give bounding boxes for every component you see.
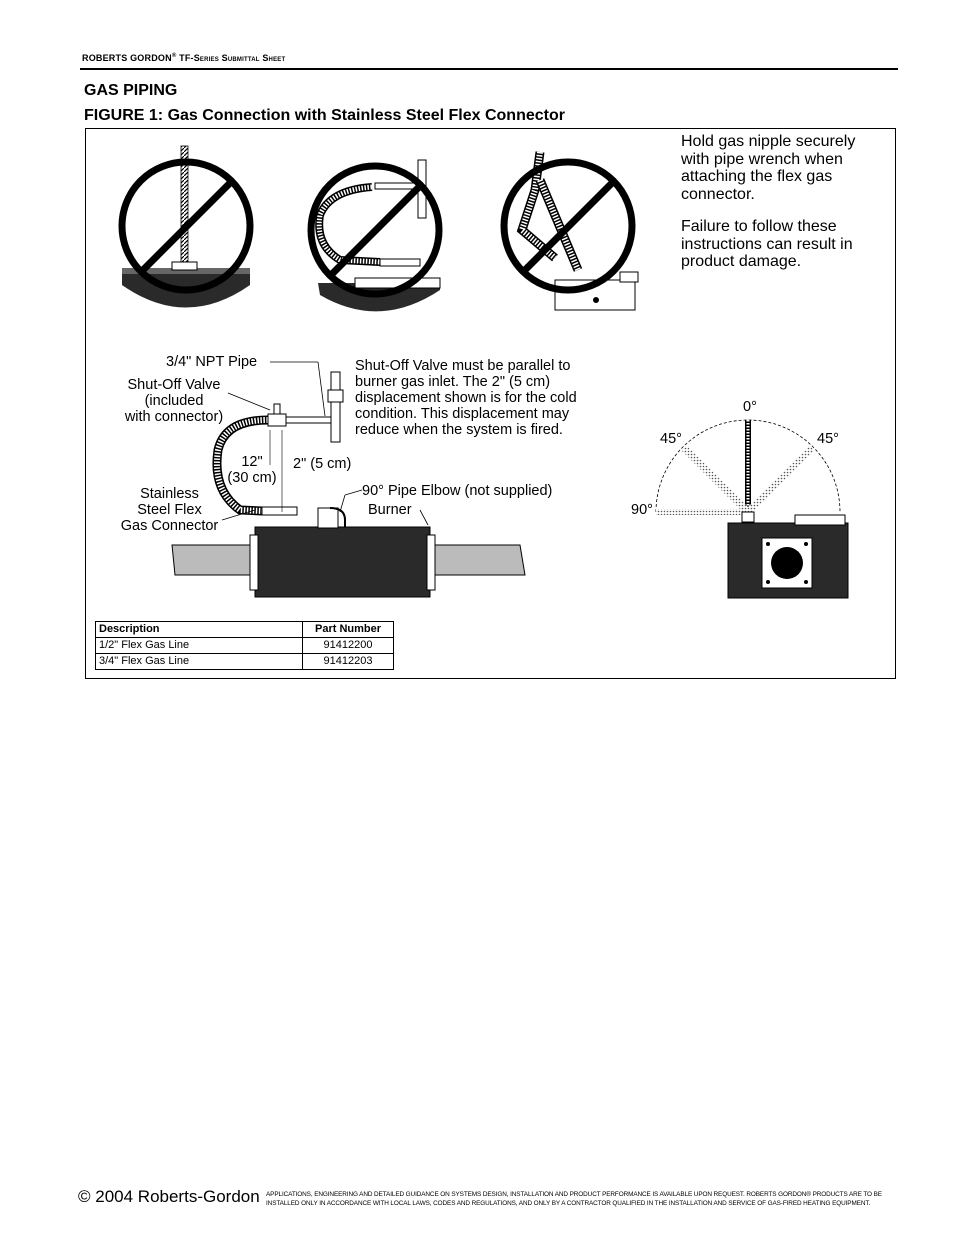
label-shutoff-valve (118, 377, 230, 425)
parts-table (95, 621, 394, 670)
label-angle-0: 0° (743, 399, 757, 415)
label-npt-pipe: 3/4" NPT Pipe (166, 354, 258, 370)
header-series: TF-Series Submittal Sheet (179, 53, 286, 63)
label-angle-90: 90° (631, 502, 653, 518)
disclaimer: APPLICATIONS, ENGINEERING AND DETAILED GUIDANCE ON SYSTEMS DESIGN, INSTALLATION AND PRODUCT PERFORMANCE IS AVAILABLE UPON REQUEST. ROBERTS GORDON® PRODUCTS ARE TO BE INSTALLED ONLY IN ACCORDANCE WITH LOCAL LAWS, CODES AND REGULATIONS, AND ONLY BY A CONTRACTOR QUALIFIED IN THE INSTALLATION AND SERVICE OF GAS-FIRED HEATING EQUIPMENT. (266, 1191, 882, 1207)
row-part-number: 91412203 (303, 654, 394, 670)
note-failure-warning: Failure to follow these instructions can result in product damage. (681, 218, 853, 270)
label-shutoff-line-1: Shut-Off Valve (127, 377, 221, 393)
row-description: 3/4" Flex Gas Line (96, 654, 303, 670)
label-displacement: 2" (5 cm) (293, 456, 352, 472)
label-flex-line-1: Stainless (140, 486, 199, 502)
note-hold-nipple: Hold gas nipple securely with pipe wrench when attaching the flex gas connector. (681, 133, 856, 203)
label-angle-45-right: 45° (817, 431, 839, 447)
figure-title: FIGURE 1: Gas Connection with Stainless Steel Flex Connector (84, 107, 565, 124)
section-title: GAS PIPING (84, 82, 178, 99)
copyright: © 2004 Roberts-Gordon (78, 1187, 260, 1206)
label-flex-line-3: Gas Connector (120, 518, 219, 534)
table-row (96, 638, 394, 654)
row-part-number: 91412200 (303, 638, 394, 654)
header-part-number: Part Number (303, 622, 394, 638)
label-burner: Burner (368, 502, 412, 518)
label-parallel-note: Shut-Off Valve must be parallel to burner gas inlet. The 2" (5 cm) displacement shown is for the cold condition. This displacement may reduce when the system is fired. (355, 358, 577, 438)
header-description: Description (96, 622, 303, 638)
label-length-cm: (30 cm) (227, 470, 277, 486)
header-reg: ® (171, 53, 177, 59)
header-brand: ROBERTS GORDON (82, 53, 172, 63)
label-length (222, 454, 282, 486)
label-angle-45-left: 45° (660, 431, 682, 447)
table-header-row (96, 622, 394, 638)
label-shutoff-line-2: (included (144, 393, 204, 409)
prohibited-bend-icon (504, 152, 638, 310)
label-pipe-elbow: 90° Pipe Elbow (not supplied) (362, 483, 553, 499)
prohibited-loop-icon (311, 160, 440, 311)
label-length-in: 12" (241, 454, 263, 470)
label-flex-connector (112, 486, 227, 534)
label-flex-line-2: Steel Flex (137, 502, 202, 518)
table-row (96, 654, 394, 670)
label-shutoff-line-3: with connector) (124, 409, 224, 425)
prohibited-vertical-icon (122, 146, 250, 308)
row-description: 1/2" Flex Gas Line (96, 638, 303, 654)
